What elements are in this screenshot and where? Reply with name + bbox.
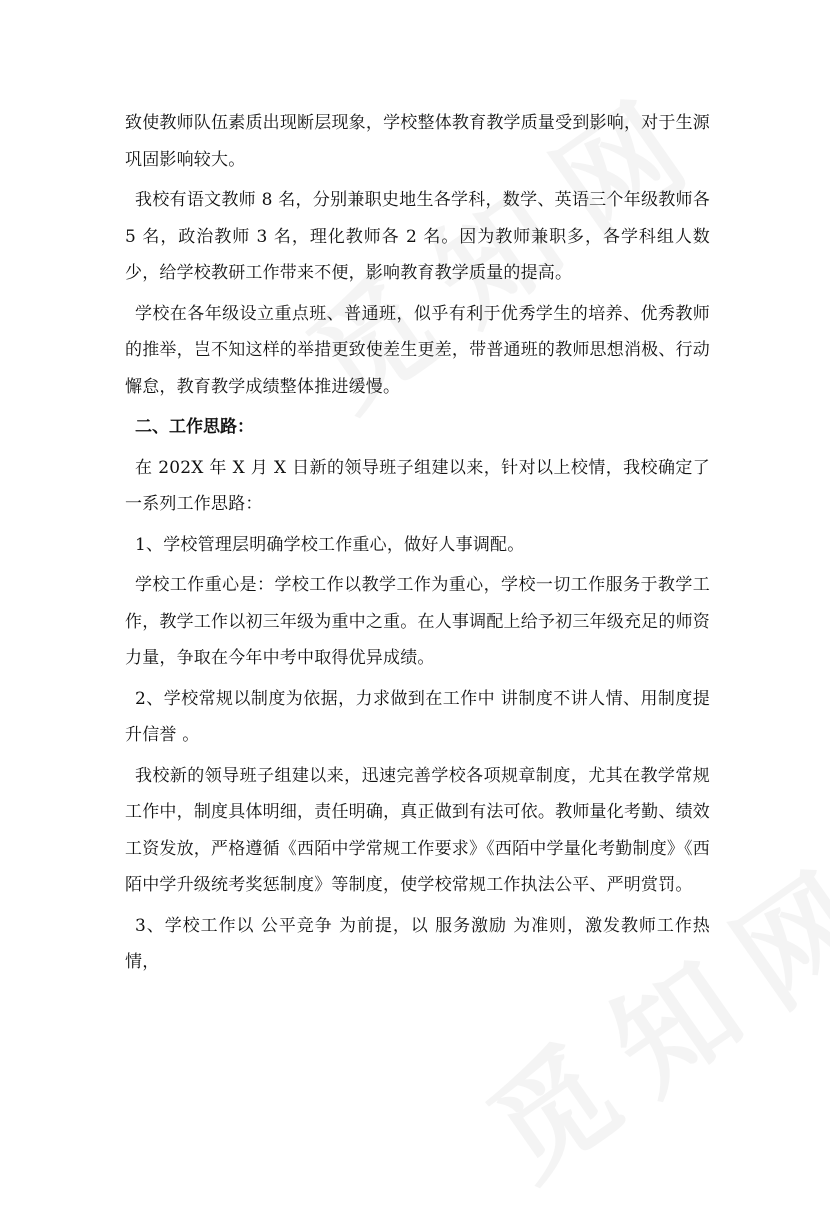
paragraph-teachers: 我校有语文教师 8 名，分别兼职史地生各学科，数学、英语三个年级教师各 5 名，政治教师 3 名，理化教师各 2 名。因为教师兼职多，各学科组人数少，给学校教研工作带来不便，影响教育教学质量的提高。	[125, 190, 710, 283]
paragraph-classes: 学校在各年级设立重点班、普通班，似乎有利于优秀学生的培养、优秀教师的推举，岂不知这样的举措更致使差生更差，带普通班的教师思想消极、行动懈怠，教育教学成绩整体推进缓慢。	[125, 303, 710, 397]
paragraph-work-focus: 学校工作重心是：学校工作以教学工作为重心，学校一切工作服务于教学工作，教学工作以初三年级为重中之重。在人事调配上给予初三年级充足的师资力量，争取在今年中考中取得优异成绩。	[125, 575, 710, 668]
section-heading-work-ideas: 二、工作思路：	[135, 417, 254, 437]
list-item-3: 3、学校工作以 公平竞争 为前提，以 服务激励 为准则，激发教师工作热情，	[125, 915, 710, 972]
paragraph-regulations: 我校新的领导班子组建以来，迅速完善学校各项规章制度，尤其在教学常规工作中，制度具体明细，责任明确，真正做到有法可依。教师量化考勤、绩效工资发放，严格遵循《西陌中学常规工作要求》《西陌中学量化考勤制度》《西陌中学升级统考奖惩制度》等制度，使学校常规工作执法公平、严明赏罚。	[125, 765, 710, 895]
list-item-2: 2、学校常规以制度为依据，力求做到在工作中 讲制度不讲人情、用制度提升信誉 。	[125, 688, 710, 745]
paragraph-work-ideas-intro: 在 202X 年 X 月 X 日新的领导班子组建以来，针对以上校情，我校确定了一系列工作思路：	[125, 457, 710, 514]
paragraph-intro: 致使教师队伍素质出现断层现象，学校整体教育教学质量受到影响，对于生源巩固影响较大。	[125, 113, 710, 170]
list-item-1: 1、学校管理层明确学校工作重心，做好人事调配。	[135, 534, 525, 555]
document-body	[125, 105, 710, 981]
